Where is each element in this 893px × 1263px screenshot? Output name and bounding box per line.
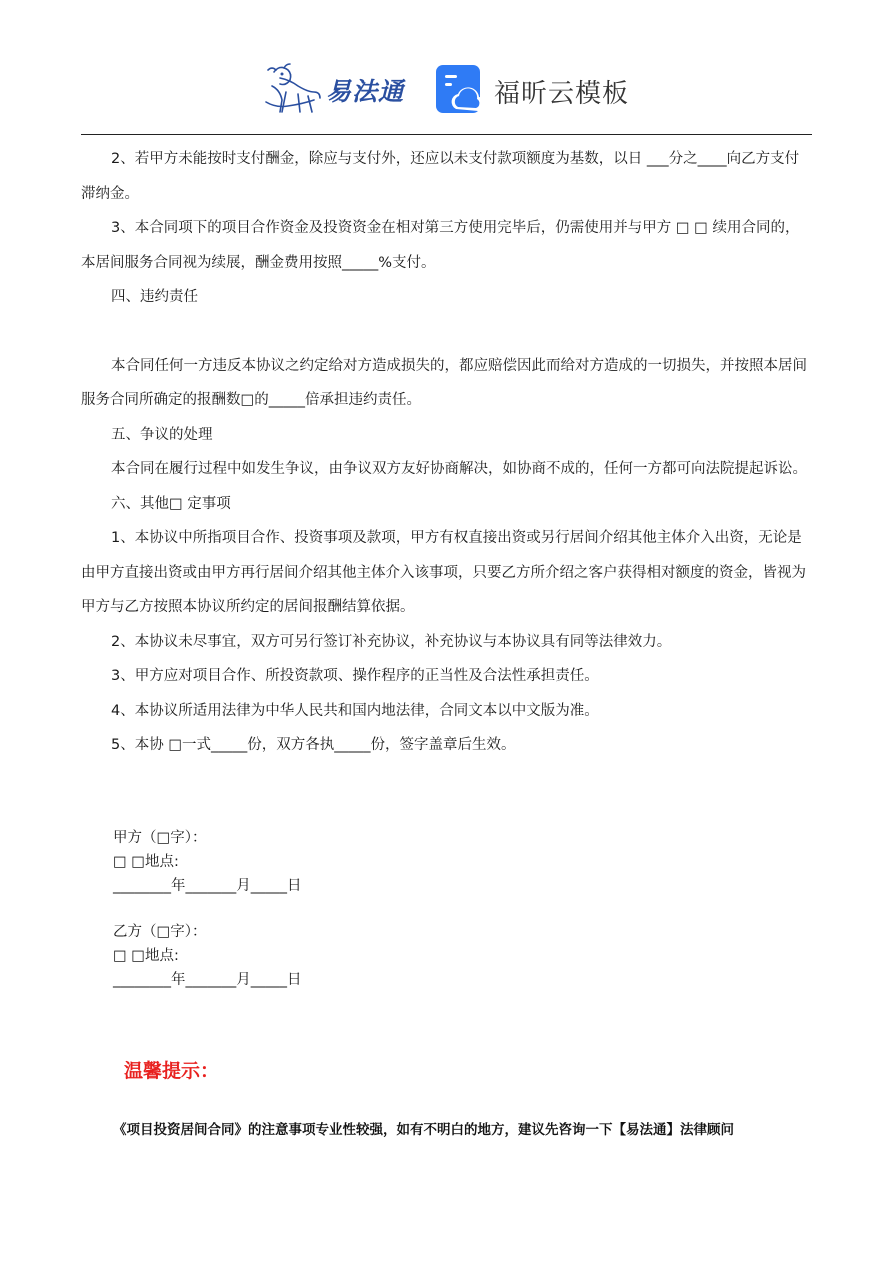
clause-breach-liability: 本合同任何一方违反本协议之约定给对方造成损失的，都应赔偿因此而给对方造成的一切损失，并按照本居间服务合同所确定的报酬数□的_____倍承担违约责任。	[81, 357, 807, 408]
clause-other-5: 5、本协 □一式_____份，双方各执_____份，签字盖章后生效。	[111, 737, 516, 753]
fuxin-logo	[436, 64, 629, 118]
qilin-icon	[262, 62, 324, 118]
cloud-document-icon	[436, 65, 486, 117]
left-brand-name: 易法通	[326, 77, 405, 106]
clause-other-3: 3、甲方应对项目合作、所投资款项、操作程序的正当性及合法性承担责任。	[111, 668, 599, 684]
clause-other-2: 2、本协议未尽事宜，双方可另行签订补充协议，补充协议与本协议具有同等法律效力。	[111, 633, 672, 650]
right-brand-name: 福昕云模板	[494, 78, 630, 109]
party-b-signature	[113, 920, 413, 992]
tip-body: 《项目投资居间合同》的注意事项专业性较强，如有不明白的地方，建议先咨询一下【易法通】法律顾问	[113, 1122, 734, 1138]
section-heading-breach: 四、违约责任	[111, 289, 198, 305]
blank-line	[81, 315, 812, 349]
party-a-label: 甲方（□字）：	[113, 830, 207, 846]
party-a-signature	[113, 826, 413, 898]
party-b-date: ________年_______月_____日	[113, 972, 302, 988]
party-b-label: 乙方（□字）：	[113, 924, 207, 940]
contract-body	[81, 142, 812, 763]
section-heading-dispute: 五、争议的处理	[111, 426, 213, 443]
clause-other-1: 1、本协议中所指项目合作、投资事项及款项，甲方有权直接出资或另行居间介绍其他主体介入出资，无论是由甲方直接出资或由甲方再行居间介绍其他主体介入该事项，只要乙方所介绍之客户获得相对额度的资金，皆视为甲方与乙方按照本协议所约定的居间报酬结算依据。	[81, 530, 806, 615]
clause-dispute: 本合同在履行过程中如发生争议，由争议双方友好协商解决，如协商不成的，任何一方都可向法院提起诉讼。	[111, 461, 807, 477]
section-heading-other: 六、其他□ 定事项	[111, 495, 231, 512]
tip-title: 温馨提示：	[124, 1060, 220, 1082]
yifatong-logo	[262, 62, 414, 118]
clause-other-4: 4、本协议所适用法律为中华人民共和国内地法律，合同文本以中文版为准。	[111, 702, 599, 719]
party-a-date: ________年_______月_____日	[113, 878, 302, 894]
header-divider	[81, 134, 812, 135]
clause-late-payment: 2、若甲方未能按时支付酬金，除应与支付外，还应以未支付款项额度为基数，以日 ___分之____向乙方支付滞纳金。	[81, 151, 800, 202]
page-header	[0, 0, 893, 134]
clause-renewal: 3、本合同项下的项目合作资金及投资资金在相对第三方使用完毕后，仍需使用并与甲方 □ □ 续用合同的，本居间服务合同视为续展，酬金费用按照_____%支付。	[81, 220, 800, 271]
party-b-place: □ □地点:	[113, 948, 179, 964]
party-a-place: □ □地点:	[113, 854, 179, 870]
